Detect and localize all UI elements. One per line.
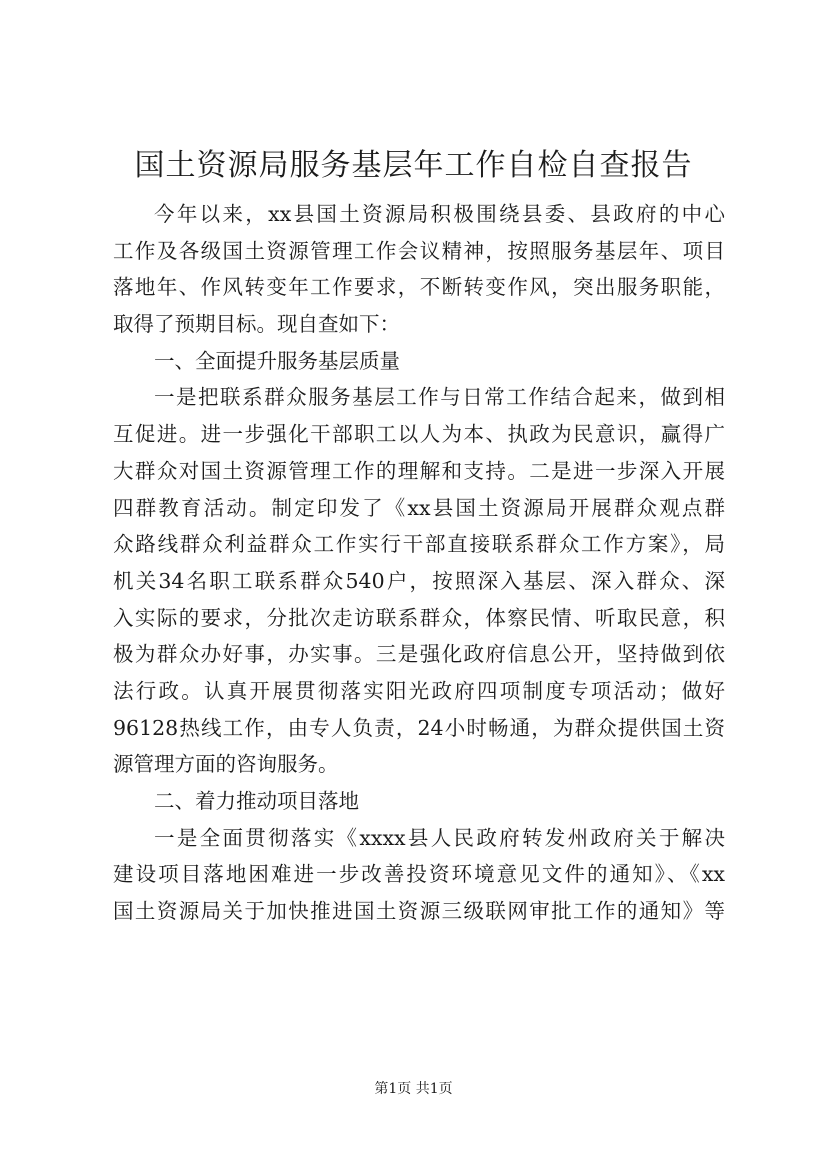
document-body <box>113 196 725 930</box>
text-line: 二、着力推动项目落地 <box>154 789 359 813</box>
text-line: 机关34名职工联系群众540户，按照深入基层、深入群众、深 <box>113 568 725 593</box>
text-line: 国土资源局关于加快推进国土资源三级联网审批工作的通知》等 <box>113 899 725 924</box>
text-line: 极为群众办好事，办实事。三是强化政府信息公开，坚持做到依 <box>113 642 725 667</box>
text-line: 建设项目落地困难进一步改善投资环境意见文件的通知》、《xx <box>113 862 725 887</box>
text-line: 96128热线工作，由专人负责，24小时畅通，为群众提供国土资 <box>113 715 725 740</box>
text-line: 一、全面提升服务基层质量 <box>154 348 400 373</box>
text-line: 众路线群众利益群众工作实行干部直接联系群众工作方案》，局 <box>113 532 725 557</box>
page-footer: 第1页 共1页 <box>374 1081 453 1097</box>
text-line: 一是全面贯彻落实《xxxx县人民政府转发州政府关于解决 <box>154 825 725 850</box>
document-title: 国土资源局服务基层年工作自检自查报告 <box>134 148 693 183</box>
text-line: 大群众对国土资源管理工作的理解和支持。二是进一步深入开展 <box>113 458 725 483</box>
text-line: 源管理方面的咨询服务。 <box>113 752 339 777</box>
text-line: 工作及各级国土资源管理工作会议精神，按照服务基层年、项目 <box>113 238 725 263</box>
text-line: 互促进。进一步强化干部职工以人为本、执政为民意识，赢得广 <box>113 422 725 447</box>
text-line: 入实际的要求，分批次走访联系群众，体察民情、听取民意，积 <box>113 605 725 630</box>
text-line: 四群教育活动。制定印发了《xx县国土资源局开展群众观点群 <box>113 495 725 520</box>
text-line: 今年以来，xx县国土资源局积极围绕县委、县政府的中心 <box>154 202 725 226</box>
text-line: 法行政。认真开展贯彻落实阳光政府四项制度专项活动；做好 <box>113 678 725 703</box>
text-line: 落地年、作风转变年工作要求，不断转变作风，突出服务职能， <box>113 275 725 300</box>
text-line: 一是把联系群众服务基层工作与日常工作结合起来，做到相 <box>154 385 725 410</box>
text-line: 取得了预期目标。现自查如下： <box>113 312 400 337</box>
